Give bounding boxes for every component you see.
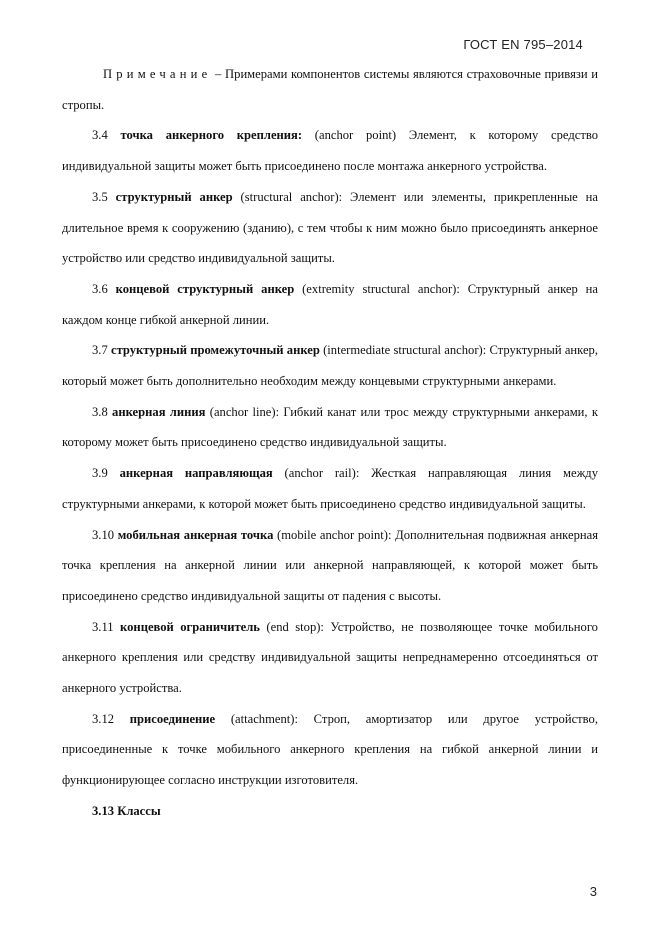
definition-term: концевой структурный анкер <box>115 281 295 296</box>
definition-term: анкерная линия <box>112 404 206 419</box>
definition-3-5 <box>62 182 598 274</box>
definition-3-6 <box>62 274 598 335</box>
definition-number: 3.9 <box>92 466 108 481</box>
section-heading: 3.13 Классы <box>92 803 161 818</box>
definition-text: Гибкий канат или трос между структурными анкерами, к которому может быть присоединено средство индивидуальной защиты. <box>62 404 598 450</box>
definition-number: 3.12 <box>92 711 115 726</box>
note-dash: – <box>211 67 226 81</box>
document-body <box>62 59 598 827</box>
document-header: ГОСТ EN 795–2014 <box>463 37 583 52</box>
definition-term: присоединение <box>129 711 216 726</box>
definition-number: 3.8 <box>92 404 108 419</box>
definition-text: Жесткая направляющая линия между структурными анкерами, к которой может быть присоединено средство индивидуальной защиты. <box>62 466 599 511</box>
definition-term: концевой ограничитель <box>120 619 260 634</box>
definition-text: Структурный анкер, который может быть дополнительно необходим между концевыми структурными анкерами. <box>62 343 598 389</box>
definition-english: (attachment): <box>215 711 298 726</box>
definition-number: 3.6 <box>92 281 108 296</box>
definition-3-11 <box>62 612 598 704</box>
definition-number: 3.4 <box>92 128 108 143</box>
definition-english: (structural anchor): <box>232 189 343 204</box>
definition-term: точка анкерного крепления: <box>120 128 303 143</box>
definition-text: Структурный анкер на каждом конце гибкой анкерной линии. <box>62 281 598 327</box>
definition-english: (intermediate structural anchor): <box>319 343 487 358</box>
definition-term: анкерная направляющая <box>119 466 273 481</box>
definition-term: структурный анкер <box>115 189 233 204</box>
definition-3-7 <box>62 335 598 396</box>
definition-english: (end stop): <box>259 619 324 634</box>
definition-english: (mobile anchor point): <box>273 527 392 542</box>
definition-number: 3.7 <box>92 343 108 358</box>
definition-english: (anchor line): <box>205 404 280 419</box>
definition-english: (anchor point) <box>302 128 397 143</box>
definition-english: (extremity structural anchor): <box>294 281 460 296</box>
definition-number: 3.5 <box>92 189 108 204</box>
definition-3-8 <box>62 397 598 458</box>
note-label: Примечание <box>103 67 212 81</box>
definition-text: Элемент или элементы, прикрепленные на длительное время к сооружению (зданию), с тем чтобы к ним можно было присоединять анкерное устройство или средство индивидуальной защиты. <box>62 189 598 266</box>
definition-text: Дополнительная подвижная анкерная точка крепления на анкерной линии или анкерной направляющей, к которой может быть присоединено средство индивидуальной защиты от падения с высоты. <box>62 527 599 603</box>
definition-3-10 <box>62 520 598 612</box>
definition-text: Строп, амортизатор или другое устройство, присоединенные к точке мобильного анкерного крепления на гибкой анкерной линии и функционирующее согласно инструкции изготовителя. <box>62 711 598 788</box>
definition-term: мобильная анкерная точка <box>117 527 274 542</box>
definition-3-12 <box>62 704 598 796</box>
definition-3-4 <box>62 120 598 181</box>
definition-text: Элемент, к которому средство индивидуальной защиты может быть присоединено после монтажа анкерного устройства. <box>62 128 598 174</box>
definition-number: 3.10 <box>92 527 115 542</box>
definition-english: (anchor rail): <box>272 466 360 481</box>
definition-number: 3.11 <box>92 619 114 634</box>
note-paragraph <box>62 59 598 120</box>
definition-3-9 <box>62 458 598 519</box>
page-number: 3 <box>589 884 597 899</box>
definition-text: Устройство, не позволяющее точке мобильного анкерного крепления или средству индивидуальной защиты непреднамеренно отсоединяться от анкерного устройства. <box>62 619 598 696</box>
note-text: Примерами компонентов системы являются страховочные привязи и стропы. <box>62 67 599 112</box>
definition-term: структурный промежуточный анкер <box>110 343 320 358</box>
